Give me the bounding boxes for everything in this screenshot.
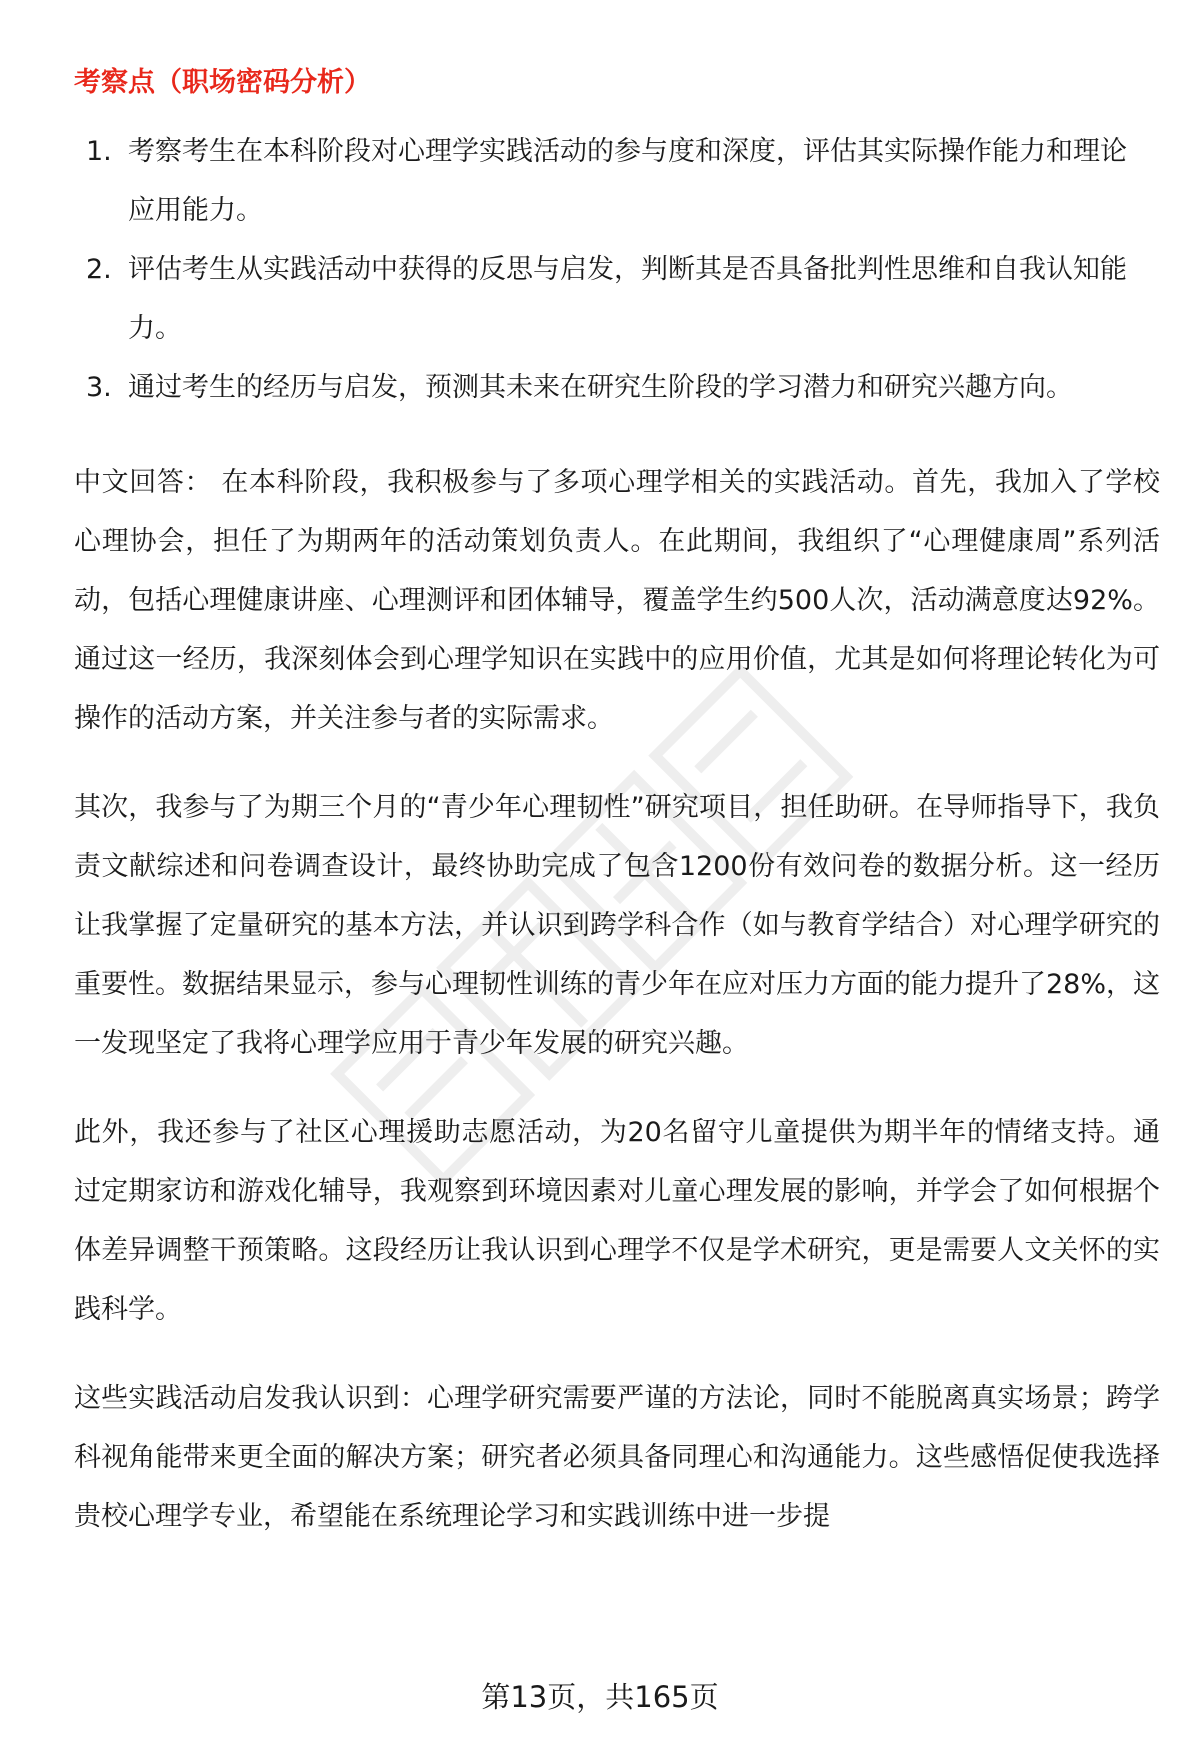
list-item-number: 2. (86, 254, 112, 285)
list-item-number: 1. (86, 136, 112, 167)
answer-paragraph: 此外，我还参与了社区心理援助志愿活动，为20名留守儿童提供为期半年的情绪支持。通过定期家访和游戏化辅导，我观察到环境因素对儿童心理发展的影响，并学会了如何根据个体差异调整干预策略。这段经历让我认识到心理学不仅是学术研究，更是需要人文关怀的实践科学。 (74, 1117, 1160, 1325)
assessment-points-list (74, 122, 1160, 417)
page-number-footer: 第13页，共165页 (481, 1680, 719, 1714)
answer-paragraph: 其次，我参与了为期三个月的“青少年心理韧性”研究项目，担任助研。在导师指导下，我负责文献综述和问卷调查设计，最终协助完成了包含1200份有效问卷的数据分析。这一经历让我掌握了定量研究的基本方法，并认识到跨学科合作（如与教育学结合）对心理学研究的重要性。数据结果显示，参与心理韧性训练的青少年在应对压力方面的能力提升了28%，这一发现坚定了我将心理学应用于青少年发展的研究兴趣。 (74, 792, 1161, 1059)
answer-paragraph: 中文回答： 在本科阶段，我积极参与了多项心理学相关的实践活动。首先，我加入了学校心理协会，担任了为期两年的活动策划负责人。在此期间，我组织了“心理健康周”系列活动，包括心理健康讲座、心理测评和团体辅导，覆盖学生约500人次，活动满意度达92%。通过这一经历，我深刻体会到心理学知识在实践中的应用价值，尤其是如何将理论转化为可操作的活动方案，并关注参与者的实际需求。 (74, 467, 1160, 734)
list-item-text: 考察考生在本科阶段对心理学实践活动的参与度和深度，评估其实际操作能力和理论应用能力。 (128, 136, 1127, 226)
section-title: 考察点（职场密码分析） (74, 67, 371, 98)
list-item-number: 3. (86, 372, 112, 403)
list-item (74, 358, 1140, 417)
answer-paragraph: 这些实践活动启发我认识到：心理学研究需要严谨的方法论，同时不能脱离真实场景；跨学科视角能带来更全面的解决方案；研究者必须具备同理心和沟通能力。这些感悟促使我选择贵校心理学专业，希望能在系统理论学习和实践训练中进一步提 (74, 1383, 1160, 1532)
list-item-text: 评估考生从实践活动中获得的反思与启发，判断其是否具备批判性思维和自我认知能力。 (128, 254, 1127, 344)
list-item-text: 通过考生的经历与启发，预测其未来在研究生阶段的学习潜力和研究兴趣方向。 (128, 372, 1073, 403)
document-body (74, 58, 1160, 1576)
list-item (74, 122, 1140, 240)
list-item (74, 240, 1140, 358)
